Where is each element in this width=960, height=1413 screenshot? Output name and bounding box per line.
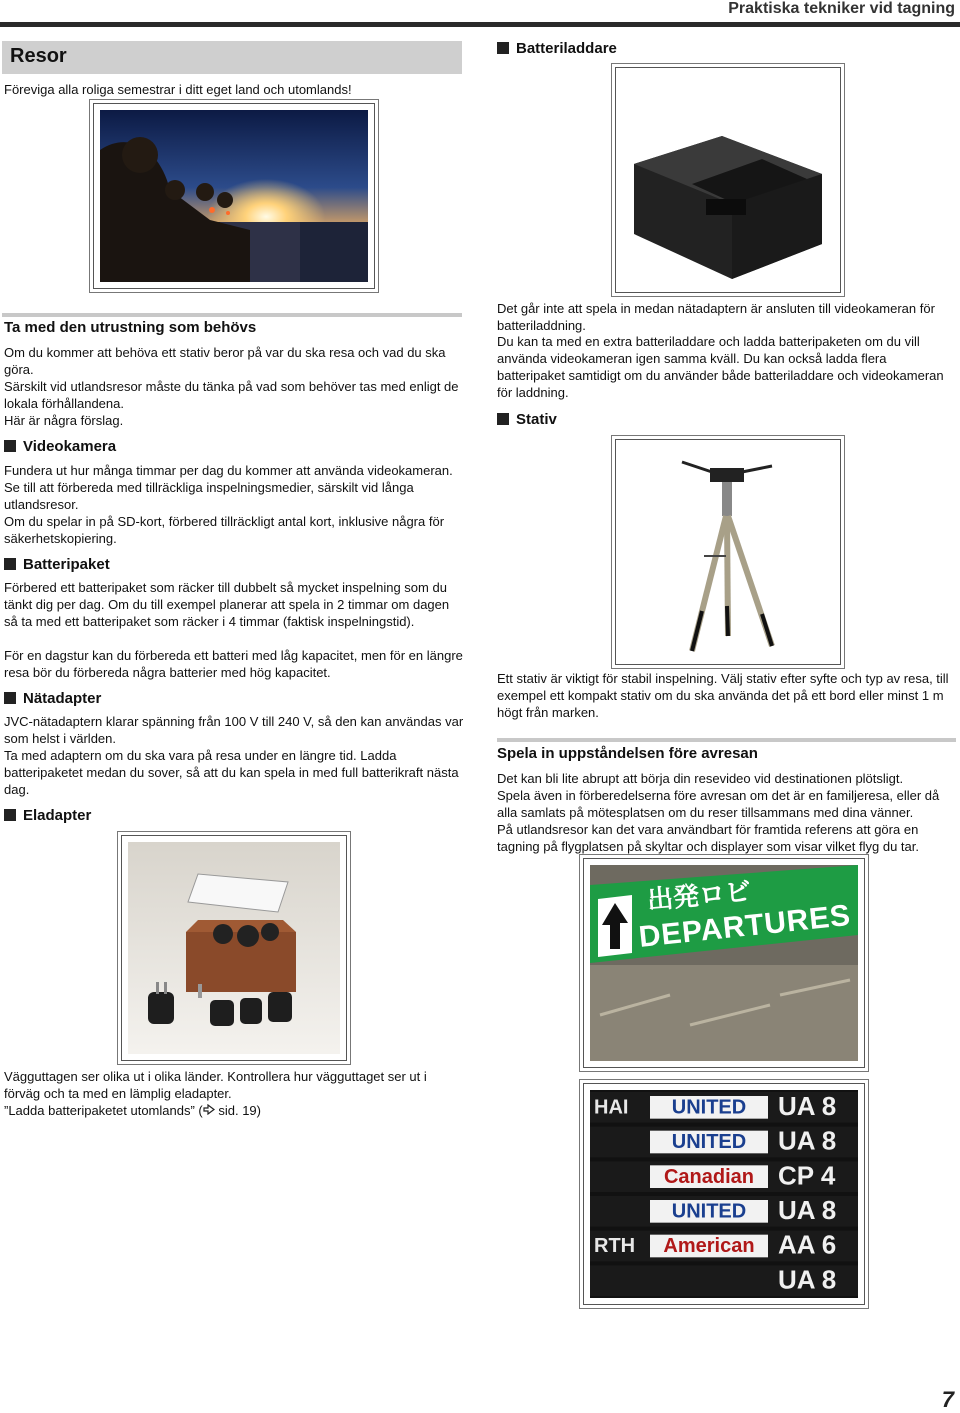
flight-number: AA 6 (778, 1229, 837, 1260)
video-text-2: Om du spelar in på SD-kort, förbered tillräckligt antal kort, inklusive några för säkerhetskopiering. (4, 514, 445, 546)
intro-text: Föreviga alla roliga semestrar i ditt eget land och utomlands! (4, 82, 352, 97)
bullet-square-icon (497, 413, 509, 425)
airline-name: UNITED (671, 1096, 747, 1119)
sunset-photo-frame (93, 103, 375, 289)
page-reference-icon (203, 1102, 215, 1113)
charger-text-2: Du kan ta med en extra batteriladdare och ladda batteripaketen om du vill använda videokameran igen samma kväll. Du kan också ladda flera batteripaket samtidigt om du använder både batteriladdare och videokameran för laddning. (497, 334, 944, 400)
flight-board-row (590, 1160, 858, 1192)
flight-board-row (590, 1126, 858, 1158)
header-rule (0, 22, 960, 27)
flight-number: UA 8 (778, 1125, 837, 1156)
battery-text-2: För en dagstur kan du förbereda ett batteri med låg kapacitet, men för en längre resa bör du förbereda några batterier med hög kapacitet. (4, 648, 463, 680)
charger-photo-frame (615, 67, 841, 293)
flight-number: UA 8 (778, 1264, 837, 1295)
charger-photo (622, 74, 834, 286)
airline-name: Canadian (663, 1165, 755, 1188)
sunset-photo (100, 110, 368, 282)
flight-board-row (590, 1230, 858, 1262)
charger-heading: Batteriladdare (497, 40, 617, 57)
sign-departures-text: DEPARTURES (637, 898, 852, 954)
ac-adapter-text-2: Ta med adaptern om du ska vara på resa under en längre tid. Ladda batteripaketet medan du sover, så att du kan spela in med full batterikraft nästa dag. (4, 748, 459, 797)
section-title: Resor (10, 45, 67, 67)
ac-adapter-heading: Nätadapter (4, 690, 101, 707)
flight-board-row (590, 1195, 858, 1227)
video-text-1: Fundera ut hur många timmar per dag du kommer att använda videokameran. Se till att förbereda med tillräckliga inspelningsmedier, särskilt vid långa utlandsresor. (4, 463, 453, 512)
equip-text-2: Särskilt vid utlandsresor måste du tänka på vad som behöver tas med enligt de lokala förhållandena. (4, 379, 459, 411)
running-header-title: Praktiska tekniker vid tagning (728, 0, 955, 17)
airline-name: UNITED (671, 1131, 747, 1154)
plug-adapter-heading: Eladapter (4, 807, 91, 824)
video-heading: Videokamera (4, 438, 116, 455)
tripod-photo-frame (615, 439, 841, 665)
sign-kanji-text: 出発ロビ (645, 877, 753, 916)
section-title-band (2, 41, 462, 74)
bullet-square-icon (4, 692, 16, 704)
plug-adapters-photo-frame (121, 835, 347, 1061)
equip-heading: Ta med den utrustning som behövs (4, 319, 257, 336)
departures-sign-photo (590, 865, 858, 1061)
page-number: 7 (941, 1387, 954, 1412)
flight-number: UA 8 (778, 1194, 837, 1225)
departure-rule (497, 738, 956, 742)
departure-text-2: Spela även in förberedelserna före avresan om det är en familjeresa, eller då alla samlats på mötesplatsen om du reser tillsammans med dina vänner. (497, 788, 940, 820)
equip-text-1: Om du kommer att behöva ett stativ beror på var du ska resa och vad du ska göra. (4, 345, 446, 377)
bullet-square-icon (4, 440, 16, 452)
flight-number: CP 4 (778, 1160, 836, 1191)
equip-text-3: Här är några förslag. (4, 413, 124, 428)
flight-board-row (590, 1264, 858, 1296)
board-left-text: RTH (594, 1235, 636, 1258)
plug-adapter-text-2: ”Ladda batteripaketet utomlands” ( sid. 19) (4, 1103, 261, 1118)
tripod-photo (622, 446, 834, 658)
bullet-square-icon (4, 809, 16, 821)
bullet-square-icon (4, 558, 16, 570)
ac-adapter-text-1: JVC-nätadaptern klarar spänning från 100 V till 240 V, så den kan användas var som helst i världen. (4, 714, 464, 746)
equip-rule (2, 313, 462, 317)
departure-text-1: Det kan bli lite abrupt att börja din resevideo vid destinationen plötsligt. (497, 771, 904, 786)
flight-number: UA 8 (778, 1090, 837, 1121)
bullet-square-icon (497, 42, 509, 54)
airline-name: American (663, 1235, 755, 1258)
departure-heading: Spela in uppståndelsen före avresan (497, 745, 758, 762)
board-left-text: HAI (594, 1096, 629, 1119)
battery-text-1: Förbered ett batteripaket som räcker till dubbelt så mycket inspelning som du tänkt dig per dag. Om du till exempel planerar att spela in 2 timmar om dagen så ta med ett batteripaket som räcker i 4 timmar (faktisk inspelningstid). (4, 580, 450, 629)
flight-board-photo-frame (583, 1083, 865, 1305)
tripod-heading: Stativ (497, 411, 557, 428)
charger-text-1: Det går inte att spela in medan nätadaptern är ansluten till videokameran för batteriladdning. (497, 301, 935, 333)
tripod-text: Ett stativ är viktigt för stabil inspelning. Välj stativ efter syfte och typ av resa, till exempel ett kompakt stativ om du ska använda det på ett bord eller minst 1 m högt från marken. (497, 671, 949, 720)
departure-text-3: På utlandsresor kan det vara användbart för framtida referens att göra en tagning på flygplatsen på skyltar och displayer som visar vilket flyg du tar. (497, 822, 919, 854)
plug-adapter-text-1: Vägguttagen ser olika ut i olika länder. Kontrollera hur vägguttaget ser ut i förväg och ta med en lämplig eladapter. (4, 1069, 427, 1101)
plug-adapters-photo (128, 842, 340, 1054)
flight-board-row (590, 1091, 858, 1123)
flight-board-photo (590, 1090, 858, 1298)
battery-heading: Batteripaket (4, 556, 110, 573)
airline-name: UNITED (671, 1200, 747, 1223)
departures-sign-photo-frame (583, 858, 865, 1068)
